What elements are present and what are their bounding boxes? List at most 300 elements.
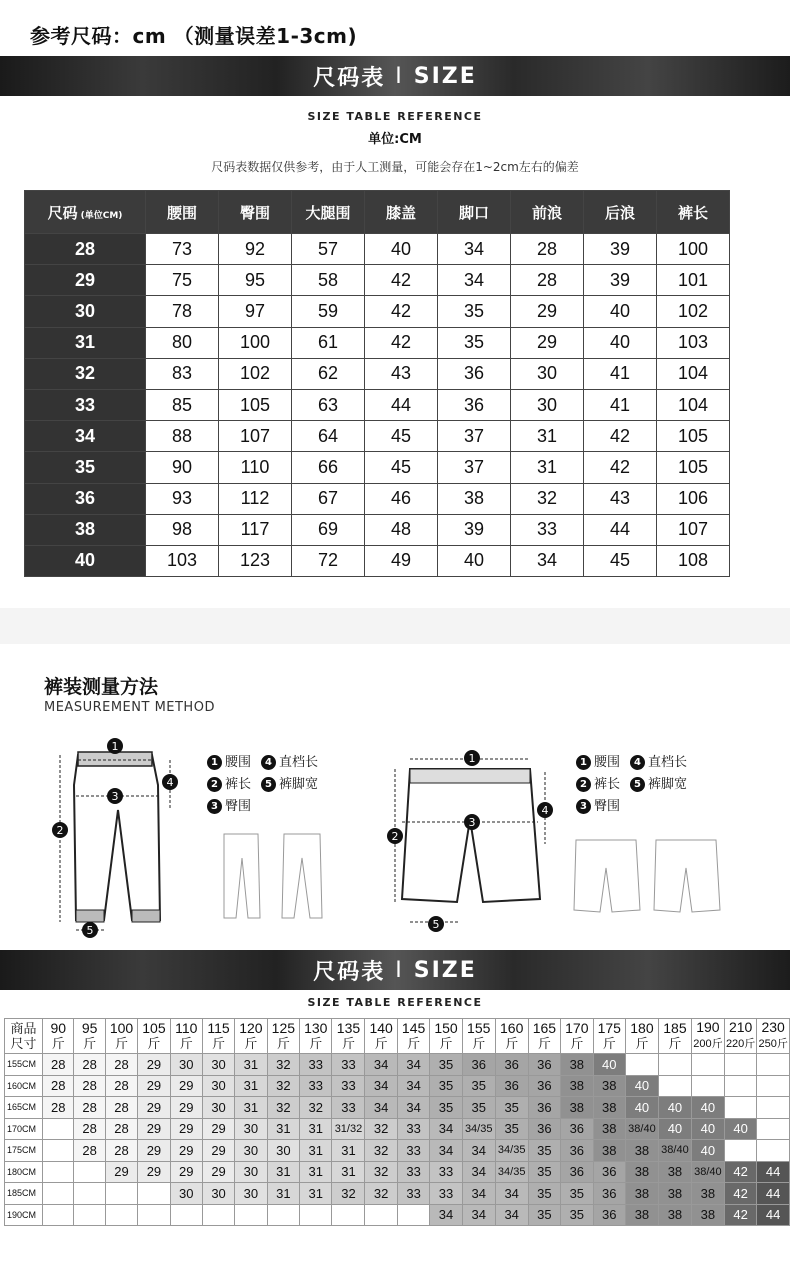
svg-text:5: 5 [432, 918, 440, 931]
value-cell: 62 [292, 358, 365, 389]
value-cell: 69 [292, 514, 365, 545]
size-cell: 28 [74, 1097, 105, 1119]
table-row [25, 296, 730, 327]
table-row [25, 452, 730, 483]
value-cell: 34 [438, 265, 511, 296]
value-cell: 44 [365, 389, 438, 420]
svg-text:2: 2 [56, 824, 64, 837]
value-cell: 34 [438, 234, 511, 265]
section-divider [0, 608, 790, 644]
size-cell: 33 [397, 1118, 429, 1140]
value-cell: 37 [438, 421, 511, 452]
size-cell: 44 [757, 1204, 790, 1226]
size-cell: 30 [170, 1183, 202, 1205]
size-cell: 35 [528, 1204, 560, 1226]
value-cell: 66 [292, 452, 365, 483]
size-cell: 28 [74, 1075, 105, 1097]
size-cell: 31 [300, 1118, 332, 1140]
size-cell: 30 [202, 1075, 234, 1097]
size-cell [74, 1183, 105, 1205]
value-cell: 117 [219, 514, 292, 545]
banner-en: SIZE [413, 63, 477, 89]
svg-text:4: 4 [541, 804, 549, 817]
size-cell [724, 1054, 756, 1076]
size-cell: 30 [25, 296, 146, 327]
size-cell: 38 [625, 1204, 658, 1226]
size-cell: 38 [658, 1183, 691, 1205]
banner-separator: I [395, 63, 404, 89]
weight-header: 210 220斤 [724, 1019, 756, 1054]
value-cell: 112 [219, 483, 292, 514]
size-cell: 32 [365, 1140, 397, 1162]
value-cell: 34 [511, 545, 584, 576]
size-cell [724, 1075, 756, 1097]
size-cell: 30 [235, 1118, 267, 1140]
weight-header: 95 斤 [74, 1019, 105, 1054]
size-cell: 40 [625, 1075, 658, 1097]
value-cell: 31 [511, 452, 584, 483]
legend-label: 裤脚宽 [648, 777, 688, 792]
size-cell: 36 [593, 1183, 625, 1205]
header-col: 臀围 [219, 191, 292, 234]
size-cell: 29 [138, 1075, 170, 1097]
size-cell: 32 [267, 1097, 299, 1119]
header-size: 尺码 (单位CM) [25, 191, 146, 234]
legend-pants [207, 752, 357, 818]
size-cell: 35 [25, 452, 146, 483]
table-row [25, 234, 730, 265]
size-table [24, 190, 730, 577]
size-cell: 40 [593, 1054, 625, 1076]
size-cell: 44 [757, 1183, 790, 1205]
size-cell: 40 [658, 1097, 691, 1119]
size-cell: 29 [202, 1118, 234, 1140]
size-cell: 38 [625, 1161, 658, 1183]
size-cell: 34 [397, 1075, 429, 1097]
value-cell: 73 [146, 234, 219, 265]
size-cell: 28 [105, 1054, 137, 1076]
table-row [5, 1054, 790, 1076]
size-cell: 38 [658, 1204, 691, 1226]
size-cell: 38 [561, 1097, 593, 1119]
legend-shorts [576, 752, 726, 818]
size-cell: 35 [528, 1161, 560, 1183]
value-cell: 45 [365, 421, 438, 452]
legend-item [261, 774, 318, 796]
size-cell: 29 [138, 1097, 170, 1119]
legend-item [576, 774, 620, 796]
value-cell: 30 [511, 389, 584, 420]
legend-label: 臀围 [594, 799, 621, 814]
weight-header: 135 斤 [332, 1019, 365, 1054]
value-cell: 37 [438, 452, 511, 483]
size-cell: 38 [561, 1054, 593, 1076]
value-cell: 43 [365, 358, 438, 389]
size-cell: 38 [593, 1097, 625, 1119]
size-cell: 36 [528, 1075, 560, 1097]
size-cell [235, 1204, 267, 1226]
size-cell: 35 [561, 1204, 593, 1226]
size-cell [625, 1054, 658, 1076]
size-cell: 29 [170, 1097, 202, 1119]
size-cell [43, 1204, 74, 1226]
size-cell [43, 1183, 74, 1205]
size-cell: 28 [105, 1097, 137, 1119]
size-cell [300, 1204, 332, 1226]
height-label: 170CM [5, 1118, 43, 1140]
size-cell: 36 [495, 1054, 528, 1076]
size-cell: 36 [528, 1054, 560, 1076]
size-cell: 30 [202, 1183, 234, 1205]
size-table-header [25, 191, 730, 234]
size-cell: 33 [332, 1075, 365, 1097]
value-cell: 106 [657, 483, 730, 514]
size-cell: 28 [105, 1118, 137, 1140]
shorts-thumbnails [570, 834, 730, 919]
value-cell: 40 [584, 296, 657, 327]
value-cell: 78 [146, 296, 219, 327]
value-cell: 36 [438, 358, 511, 389]
size-cell: 34 [462, 1204, 495, 1226]
size-cell: 31 [25, 327, 146, 358]
svg-text:5: 5 [86, 924, 94, 937]
size-cell: 30 [235, 1161, 267, 1183]
size-cell [757, 1075, 790, 1097]
value-cell: 103 [657, 327, 730, 358]
size-cell: 40 [724, 1118, 756, 1140]
value-cell: 63 [292, 389, 365, 420]
size-cell: 38/40 [691, 1161, 724, 1183]
value-cell: 57 [292, 234, 365, 265]
size-cell: 38/40 [658, 1140, 691, 1162]
size-cell: 34 [462, 1140, 495, 1162]
value-cell: 105 [657, 452, 730, 483]
svg-text:3: 3 [468, 816, 476, 829]
size-cell: 32 [365, 1161, 397, 1183]
value-cell: 64 [292, 421, 365, 452]
table-row [5, 1204, 790, 1226]
value-cell: 42 [365, 296, 438, 327]
size-cell [397, 1204, 429, 1226]
number-badge-icon: 2 [576, 777, 591, 792]
size-cell: 33 [397, 1140, 429, 1162]
size-cell: 38 [691, 1183, 724, 1205]
size-cell: 30 [235, 1140, 267, 1162]
size-cell: 34 [397, 1054, 429, 1076]
height-label: 190CM [5, 1204, 43, 1226]
header-col: 后浪 [584, 191, 657, 234]
svg-text:1: 1 [111, 740, 119, 753]
value-cell: 29 [511, 296, 584, 327]
value-cell: 40 [584, 327, 657, 358]
table-row [25, 265, 730, 296]
size-cell: 40 [25, 545, 146, 576]
height-label: 185CM [5, 1183, 43, 1205]
value-cell: 42 [365, 327, 438, 358]
size-cell [757, 1097, 790, 1119]
size-cell: 36 [528, 1118, 560, 1140]
size-cell: 34 [430, 1118, 462, 1140]
size-cell: 31 [267, 1161, 299, 1183]
size-cell: 29 [25, 265, 146, 296]
legend-item [576, 752, 620, 774]
size-cell: 31 [235, 1097, 267, 1119]
svg-text:3: 3 [111, 790, 119, 803]
size-cell: 29 [138, 1118, 170, 1140]
size-cell: 36 [561, 1140, 593, 1162]
legend-label: 腰围 [594, 755, 621, 770]
weight-header: 130 斤 [300, 1019, 332, 1054]
size-cell [691, 1054, 724, 1076]
size-cell: 36 [528, 1097, 560, 1119]
weight-header: 230 250斤 [757, 1019, 790, 1054]
size-cell: 31 [267, 1118, 299, 1140]
size-cell [105, 1183, 137, 1205]
weight-header: 145 斤 [397, 1019, 429, 1054]
size-cell: 34 [365, 1054, 397, 1076]
value-cell: 75 [146, 265, 219, 296]
value-cell: 100 [657, 234, 730, 265]
legend-label: 裤脚宽 [279, 777, 319, 792]
size-cell [267, 1204, 299, 1226]
size-cell [43, 1118, 74, 1140]
size-cell: 29 [138, 1161, 170, 1183]
svg-text:4: 4 [166, 776, 174, 789]
weight-header: 170 斤 [561, 1019, 593, 1054]
value-cell: 28 [511, 234, 584, 265]
disclaimer: 尺码表数据仅供参考，由于人工测量，可能会存在1~2cm左右的偏差 [211, 160, 579, 174]
size-cell [757, 1054, 790, 1076]
size-cell [757, 1140, 790, 1162]
header-col: 裤长 [657, 191, 730, 234]
size-cell: 32 [267, 1054, 299, 1076]
legend-item [630, 774, 687, 796]
size-cell: 28 [74, 1118, 105, 1140]
size-cell: 33 [397, 1183, 429, 1205]
size-cell [43, 1161, 74, 1183]
size-cell: 31 [235, 1075, 267, 1097]
value-cell: 97 [219, 296, 292, 327]
size-cell: 33 [332, 1054, 365, 1076]
size-cell: 38 [658, 1161, 691, 1183]
legend-label: 直档长 [648, 755, 688, 770]
value-cell: 48 [365, 514, 438, 545]
weight-header: 140 斤 [365, 1019, 397, 1054]
height-label: 160CM [5, 1075, 43, 1097]
value-cell: 102 [219, 358, 292, 389]
size-cell: 28 [43, 1097, 74, 1119]
table-row [25, 545, 730, 576]
size-cell: 32 [365, 1118, 397, 1140]
size-cell: 29 [170, 1075, 202, 1097]
size-cell [724, 1140, 756, 1162]
size-cell [170, 1204, 202, 1226]
value-cell: 45 [365, 452, 438, 483]
value-cell: 102 [657, 296, 730, 327]
weight-header: 155 斤 [462, 1019, 495, 1054]
value-cell: 40 [438, 545, 511, 576]
size-cell: 35 [430, 1054, 462, 1076]
number-badge-icon: 3 [576, 799, 591, 814]
table-row [25, 421, 730, 452]
size-cell [658, 1075, 691, 1097]
value-cell: 28 [511, 265, 584, 296]
height-label: 175CM [5, 1140, 43, 1162]
size-cell: 35 [495, 1118, 528, 1140]
size-cell: 31 [267, 1183, 299, 1205]
svg-text:2: 2 [391, 830, 399, 843]
size-cell: 30 [202, 1054, 234, 1076]
header-label: 商品 尺寸 [5, 1019, 43, 1054]
value-cell: 42 [365, 265, 438, 296]
size-cell: 44 [757, 1161, 790, 1183]
value-cell: 39 [584, 265, 657, 296]
size-cell: 33 [397, 1161, 429, 1183]
value-cell: 67 [292, 483, 365, 514]
size-cell: 35 [528, 1183, 560, 1205]
size-cell: 29 [170, 1161, 202, 1183]
table-row [25, 327, 730, 358]
weight-header: 120 斤 [235, 1019, 267, 1054]
table-row [5, 1140, 790, 1162]
size-cell: 38 [625, 1140, 658, 1162]
table-row [25, 483, 730, 514]
value-cell: 59 [292, 296, 365, 327]
size-cell: 34 [365, 1097, 397, 1119]
size-cell: 34 [430, 1204, 462, 1226]
header-col: 膝盖 [365, 191, 438, 234]
size-cell: 33 [430, 1183, 462, 1205]
value-cell: 83 [146, 358, 219, 389]
value-cell: 40 [365, 234, 438, 265]
size-cell: 38 [593, 1075, 625, 1097]
size-cell: 34 [495, 1183, 528, 1205]
value-cell: 41 [584, 358, 657, 389]
size-cell: 40 [691, 1140, 724, 1162]
table-row [5, 1183, 790, 1205]
number-badge-icon: 4 [261, 755, 276, 770]
size-cell [757, 1118, 790, 1140]
size-cell: 34 [430, 1140, 462, 1162]
size-cell: 38 [561, 1075, 593, 1097]
size-cell: 35 [430, 1075, 462, 1097]
pants-thumbnails [218, 828, 338, 923]
size-cell: 34 [397, 1097, 429, 1119]
weight-header: 125 斤 [267, 1019, 299, 1054]
measurement-title: 裤装测量方法 [44, 676, 159, 698]
table-row [25, 389, 730, 420]
value-cell: 44 [584, 514, 657, 545]
size-cell: 33 [300, 1054, 332, 1076]
size-table-reference: SIZE TABLE REFERENCE [307, 110, 483, 123]
size-cell: 34 [365, 1075, 397, 1097]
shorts-diagram [380, 744, 565, 939]
value-cell: 33 [511, 514, 584, 545]
size-cell: 38 [625, 1183, 658, 1205]
header-col: 脚口 [438, 191, 511, 234]
weight-header: 150 斤 [430, 1019, 462, 1054]
legend-label: 裤长 [225, 777, 252, 792]
value-cell: 107 [219, 421, 292, 452]
height-label: 165CM [5, 1097, 43, 1119]
size-cell [691, 1075, 724, 1097]
value-cell: 72 [292, 545, 365, 576]
size-cell: 38 [593, 1140, 625, 1162]
size-cell: 40 [691, 1097, 724, 1119]
value-cell: 42 [584, 452, 657, 483]
size-cell: 29 [138, 1054, 170, 1076]
value-cell: 45 [584, 545, 657, 576]
size-cell: 34/35 [462, 1118, 495, 1140]
size-cell: 36 [561, 1161, 593, 1183]
legend-item [630, 752, 687, 774]
size-cell: 35 [430, 1097, 462, 1119]
value-cell: 101 [657, 265, 730, 296]
banner-cn: 尺码表 [313, 65, 386, 91]
weight-header: 160 斤 [495, 1019, 528, 1054]
weight-header: 165 斤 [528, 1019, 560, 1054]
value-cell: 61 [292, 327, 365, 358]
size-cell: 33 [430, 1161, 462, 1183]
value-cell: 93 [146, 483, 219, 514]
size-cell [74, 1204, 105, 1226]
size-cell: 28 [74, 1054, 105, 1076]
number-badge-icon: 3 [207, 799, 222, 814]
number-badge-icon: 1 [576, 755, 591, 770]
size-cell: 38 [691, 1204, 724, 1226]
header-col: 腰围 [146, 191, 219, 234]
size-cell: 28 [105, 1140, 137, 1162]
size-cell: 36 [561, 1118, 593, 1140]
size-cell: 34/35 [495, 1140, 528, 1162]
size-cell: 31 [332, 1161, 365, 1183]
size-cell: 40 [625, 1097, 658, 1119]
size-cell: 29 [170, 1140, 202, 1162]
table-row [25, 358, 730, 389]
size-cell: 28 [25, 234, 146, 265]
weight-height-table [4, 1018, 790, 1226]
value-cell: 43 [584, 483, 657, 514]
value-cell: 123 [219, 545, 292, 576]
size-cell: 33 [332, 1097, 365, 1119]
size-cell [658, 1054, 691, 1076]
size-cell: 31/32 [332, 1118, 365, 1140]
table-row [5, 1161, 790, 1183]
value-cell: 39 [584, 234, 657, 265]
size-cell: 42 [724, 1183, 756, 1205]
value-cell: 100 [219, 327, 292, 358]
value-cell: 35 [438, 296, 511, 327]
size-cell: 30 [170, 1054, 202, 1076]
value-cell: 58 [292, 265, 365, 296]
size-cell [332, 1204, 365, 1226]
size-cell [43, 1140, 74, 1162]
value-cell: 90 [146, 452, 219, 483]
value-cell: 35 [438, 327, 511, 358]
size-cell: 36 [462, 1054, 495, 1076]
weight-header-row [5, 1019, 790, 1054]
size-cell: 34/35 [495, 1161, 528, 1183]
size-banner-2 [0, 950, 790, 990]
size-cell: 31 [235, 1054, 267, 1076]
legend-item [261, 752, 318, 774]
size-cell: 32 [365, 1183, 397, 1205]
size-cell: 38 [593, 1118, 625, 1140]
value-cell: 95 [219, 265, 292, 296]
size-cell: 35 [528, 1140, 560, 1162]
table-row [25, 514, 730, 545]
size-cell: 42 [724, 1161, 756, 1183]
